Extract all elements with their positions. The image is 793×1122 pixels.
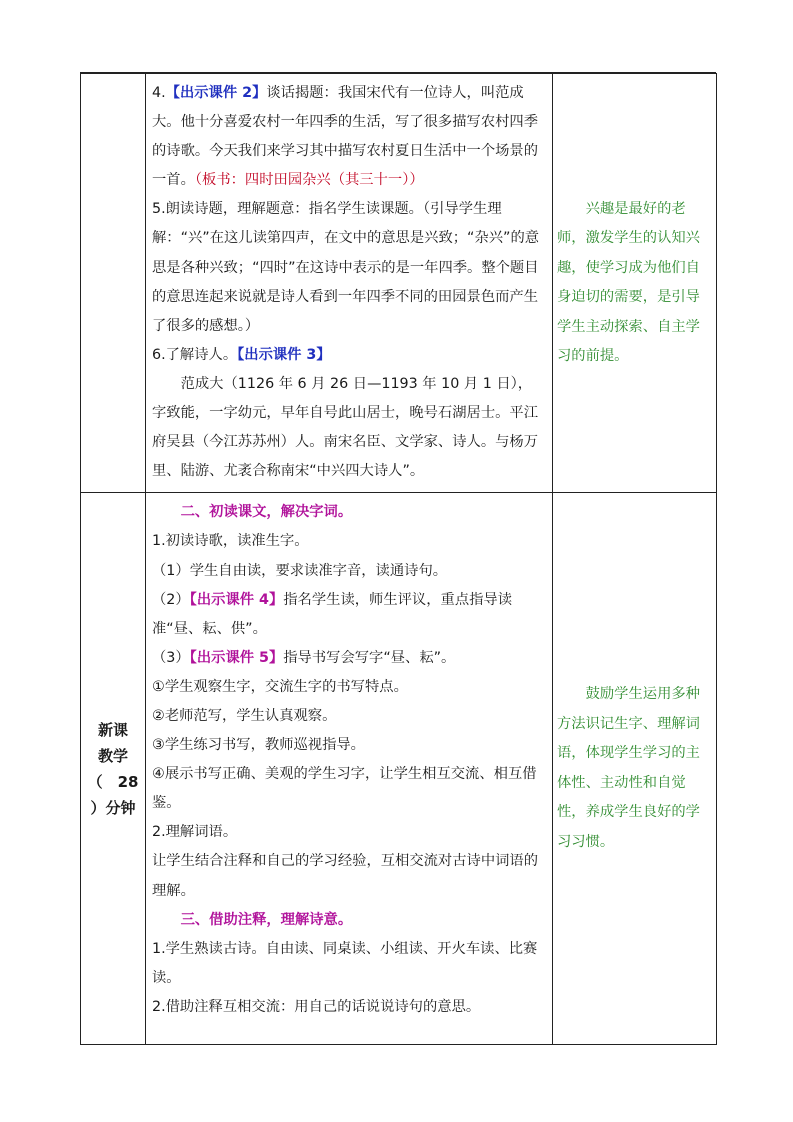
design-note-cell bbox=[553, 493, 717, 1045]
paragraph bbox=[152, 644, 549, 673]
paragraph: 1.学生熟读古诗。自由读、同桌读、小组读、开火车读、比赛读。 bbox=[152, 940, 538, 986]
section-label-cell bbox=[81, 74, 146, 493]
paragraph: 5.朗读诗题，理解题意：指名学生读课题。（引导学生理解：“兴”在这儿读第四声，在文中的意思是兴致；“杂兴”的意思是各种兴致；“四时”在这诗中表示的是一年四季。整个题目的意思连起来说就是诗人看到一年四季不同的田园景色而产生了很多的感想。） bbox=[152, 201, 540, 334]
paragraph: 范成大（1126 年 6 月 26 日—1193 年 10 月 1 日）， bbox=[180, 375, 533, 392]
section-heading: 三、借助注释，理解诗意。 bbox=[180, 911, 353, 928]
paragraph bbox=[152, 586, 549, 644]
paragraph: 字致能，一字幼元，早年自号此山居士，晚号石湖居士。平江府吴县（今江苏苏州）人。南宋名臣、文学家、诗人。与杨万里、陆游、尤袤合称南宋“中兴四大诗人”。 bbox=[152, 405, 539, 480]
table-row bbox=[81, 74, 717, 493]
section-label-line: （ 28 bbox=[87, 772, 139, 791]
paragraph-text: 谈话揭题：我国宋代有一位诗人，叫范成大。他十分喜爱农村一年四季的生活，写了很多描写农村四季的诗歌。今天我们来学习其中描写农村夏日生活中一个场景的一首。 bbox=[152, 85, 539, 189]
paragraph: ④展示书写正确、美观的学生习字，让学生相互交流、相互借鉴。 bbox=[152, 766, 537, 812]
design-note: 兴趣是最好的老师，激发学生的认知兴趣，使学习成为他们自身迫切的需要，是引导学生主动探索、自主学习的前提。 bbox=[557, 200, 700, 365]
paragraph: 2.借助注释互相交流：用自己的话说说诗句的意思。 bbox=[152, 998, 481, 1015]
design-note-cell bbox=[553, 74, 717, 493]
paragraph-text: 6.了解诗人。 bbox=[152, 346, 238, 363]
table-row bbox=[81, 493, 717, 1045]
content-cell bbox=[146, 493, 553, 1045]
item-number: （3） bbox=[152, 649, 190, 666]
paragraph bbox=[152, 341, 549, 370]
paragraph-text: 指导书写会写字“昼、耘”。 bbox=[283, 649, 456, 666]
design-note: 鼓励学生运用多种方法识记生字、理解词语，体现学生学习的主体性、主动性和自觉性，养成学生良好的学习习惯。 bbox=[557, 686, 700, 850]
paragraph: （1）学生自由读，要求读准字音，读通诗句。 bbox=[152, 562, 448, 579]
paragraph bbox=[152, 79, 549, 195]
paragraph: ①学生观察生字，交流生字的书写特点。 bbox=[152, 678, 408, 695]
paragraph: 让学生结合注释和自己的学习经验，互相交流对古诗中词语的理解。 bbox=[152, 853, 539, 899]
item-number: （2） bbox=[152, 591, 190, 608]
section-label-line: 新课 bbox=[97, 720, 128, 739]
paragraph-text: 指名学生读，师生评议，重点指导读准“昼、耘、供”。 bbox=[152, 591, 513, 637]
content-cell bbox=[146, 74, 553, 493]
lesson-plan-table bbox=[80, 73, 717, 1045]
courseware-tag: 【出示课件 5】 bbox=[189, 649, 284, 666]
paragraph: ②老师范写，学生认真观察。 bbox=[152, 707, 337, 724]
section-label-cell bbox=[81, 493, 146, 1045]
section-label-line: 教学 bbox=[97, 746, 128, 765]
courseware-tag: 【出示课件 2】 bbox=[165, 85, 267, 101]
paragraph: 1.初读诗歌，读准生字。 bbox=[152, 533, 309, 550]
blackboard-note: （板书：四时田园杂兴（其三十一）） bbox=[194, 172, 424, 189]
item-number: 4. bbox=[152, 85, 166, 101]
paragraph: ③学生练习书写，教师巡视指导。 bbox=[152, 737, 365, 754]
courseware-tag: 【出示课件 4】 bbox=[189, 591, 284, 608]
section-label-line: ）分钟 bbox=[90, 798, 136, 817]
paragraph: 2.理解词语。 bbox=[152, 824, 238, 841]
courseware-tag: 【出示课件 3】 bbox=[237, 346, 331, 363]
section-heading: 二、初读课文，解决字词。 bbox=[180, 504, 353, 521]
